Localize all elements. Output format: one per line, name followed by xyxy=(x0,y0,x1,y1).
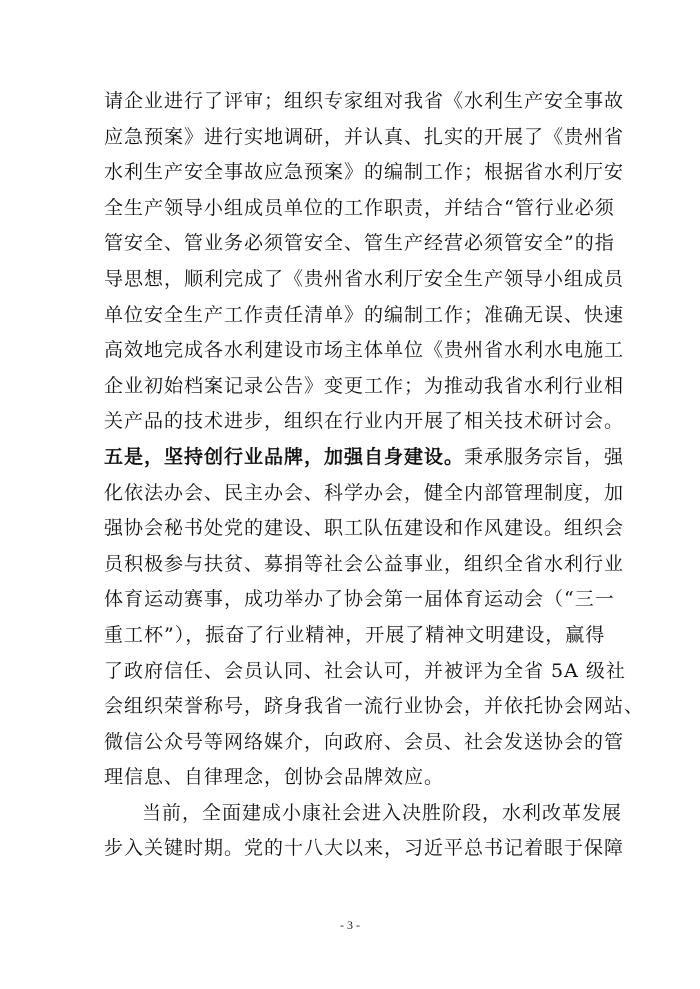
point5-line-8: 微信公众号等网络媒介，向政府、会员、社会发送协会的管 xyxy=(104,730,625,753)
text-line-10: 关产品的技术进步，组织在行业内开展了相关技术研讨会。 xyxy=(104,410,625,433)
point5-line-1: 化依法办会、民主办会、科学办会，健全内部管理制度，加 xyxy=(104,481,625,504)
text-line-3: 水利生产安全事故应急预案》的编制工作；根据省水利厅安 xyxy=(104,161,625,184)
point5-line-5: 重工杯”），振奋了行业精神，开展了精神文明建设，赢得 xyxy=(104,623,606,646)
text-line-1: 请企业进行了评审；组织专家组对我省《水利生产安全事故 xyxy=(104,90,625,112)
text-line-5: 管安全、管业务必须管安全、管生产经营必须管安全”的指 xyxy=(104,232,615,255)
point5-line-6: 了政府信任、会员认同、社会认可，并被评为全省 5A 级社 xyxy=(104,659,626,682)
text-line-8: 高效地完成各水利建设市场主体单位《贵州省水利水电施工 xyxy=(104,339,625,362)
point5-line-2: 强协会秘书处党的建设、职工队伍建设和作风建设。组织会 xyxy=(104,517,625,540)
text-line-6: 导思想，顺利完成了《贵州省水利厅安全生产领导小组成员 xyxy=(104,267,625,290)
text-line-2: 应急预案》进行实地调研，并认真、扎实的开展了《贵州省 xyxy=(104,125,625,148)
point5-line-9: 理信息、自律理念，创协会品牌效应。 xyxy=(104,766,445,789)
text-line-7: 单位安全生产工作责任清单》的编制工作；准确无误、快速 xyxy=(104,303,625,326)
final-paragraph-line-2: 步入关键时期。党的十八大以来，习近平总书记着眼于保障 xyxy=(104,837,625,860)
body-text xyxy=(104,84,645,867)
text-line-9: 企业初始档案记录公告》变更工作；为推动我省水利行业相 xyxy=(104,374,625,397)
page-number: - 3 - xyxy=(340,918,360,932)
point5-first-rest: 秉承服务宗旨，强 xyxy=(464,445,625,468)
point5-line-7: 会组织荣誉称号，跻身我省一流行业协会，并依托协会网站、 xyxy=(104,695,645,718)
point5-line-3: 员积极参与扶贫、募捐等社会公益事业，组织全省水利行业 xyxy=(104,552,625,575)
point5-line-4: 体育运动赛事，成功举办了协会第一届体育运动会（“三一 xyxy=(104,588,615,611)
point5-first-line xyxy=(104,440,624,476)
point5-heading: 五是，坚持创行业品牌，加强自身建设。 xyxy=(104,445,465,468)
text-line-4: 全生产领导小组成员单位的工作职责，并结合“管行业必须 xyxy=(104,196,615,219)
final-paragraph-line-1: 当前，全面建成小康社会进入决胜阶段，水利改革发展 xyxy=(142,801,623,824)
